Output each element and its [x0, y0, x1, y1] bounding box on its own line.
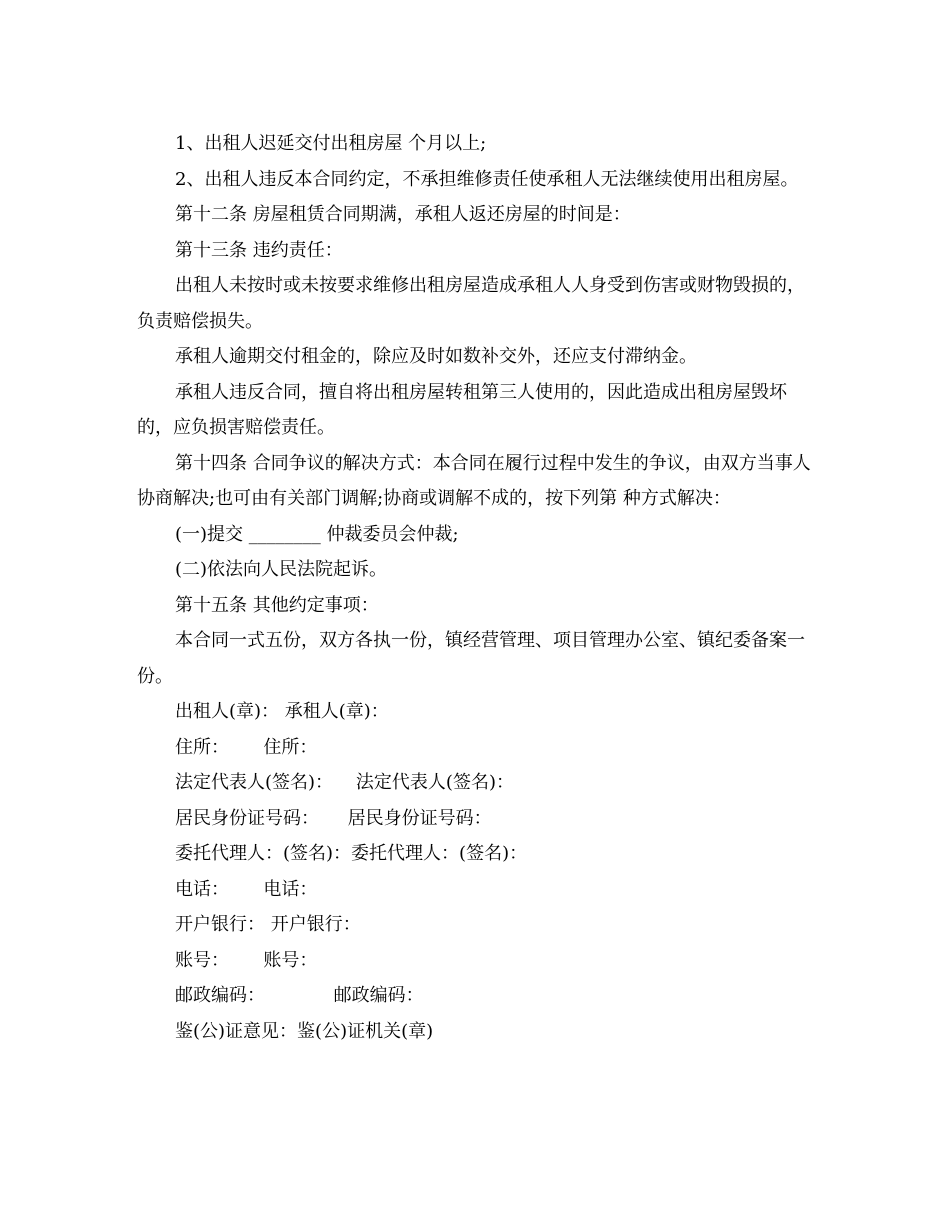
copies-clause: 本合同一式五份，双方各执一份，镇经营管理、项目管理办公室、镇纪委备案一份。 — [137, 630, 805, 687]
signature-address-line: 住所： 住所： — [175, 736, 318, 758]
article-14: 第十四条 合同争议的解决方式：本合同在履行过程中发生的争议，由双方当事人协商解决;也可由有关部门调解;协商或调解不成的，按下列第 种方式解决： — [137, 452, 811, 509]
notarization-line: 鉴(公)证意见：鉴(公)证机关(章) — [175, 1020, 434, 1042]
signature-phone-line: 电话： 电话： — [175, 878, 318, 900]
document-body — [137, 126, 813, 1049]
liability-late-rent: 承租人逾期交付租金的，除应及时如数补交外，还应支付滞纳金。 — [175, 346, 697, 367]
signature-postcode-line: 邮政编码： 邮政编码： — [175, 985, 424, 1006]
article-15-heading: 第十五条 其他约定事项： — [175, 594, 379, 616]
liability-sublet: 承租人违反合同，擅自将出租房屋转租第三人使用的，因此造成出租房屋毁坏的，应负损害赔偿责任。 — [137, 381, 787, 438]
article-13-heading: 第十三条 违约责任： — [175, 239, 343, 261]
clause-item-1: 1、出租人迟延交付出租房屋 个月以上; — [175, 133, 487, 154]
article-12: 第十二条 房屋租赁合同期满，承租人返还房屋的时间是： — [175, 204, 631, 225]
signature-bank-line: 开户银行： 开户银行： — [175, 914, 361, 935]
signature-seal-line: 出租人(章)： 承租人(章)： — [175, 701, 389, 722]
signature-agent-line: 委托代理人：(签名)：委托代理人：(签名)： — [175, 843, 528, 864]
signature-account-line: 账号： 账号： — [175, 949, 318, 971]
clause-item-2: 2、出租人违反本合同约定，不承担维修责任使承租人无法继续使用出租房屋。 — [175, 168, 799, 190]
dispute-option-court: (二)依法向人民法院起诉。 — [175, 559, 388, 580]
signature-legal-rep-line: 法定代表人(签名)： 法定代表人(签名)： — [175, 772, 514, 793]
signature-id-number-line: 居民身份证号码： 居民身份证号码： — [175, 807, 492, 829]
liability-lessor: 出租人未按时或未按要求维修出租房屋造成承租人人身受到伤害或财物毁损的，负责赔偿损失。 — [137, 275, 805, 332]
dispute-option-arbitration: (一)提交 ________ 仲裁委员会仲裁; — [175, 523, 459, 545]
